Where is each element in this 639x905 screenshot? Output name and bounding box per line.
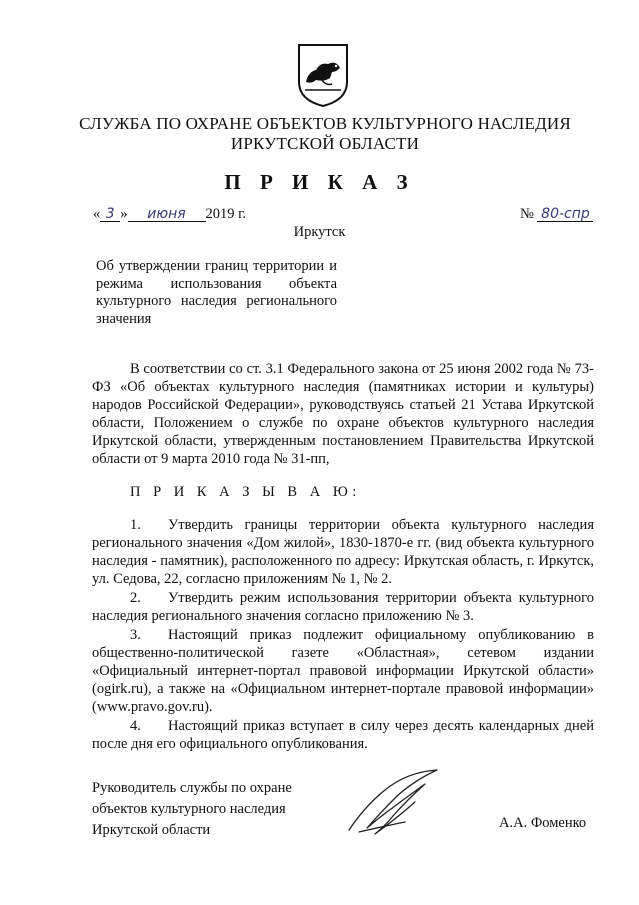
order-item <box>92 626 594 716</box>
organization-name <box>60 114 590 154</box>
order-items-list <box>92 516 594 754</box>
document-number <box>520 206 593 223</box>
order-item <box>92 516 594 588</box>
date-month: июня <box>128 207 206 222</box>
order-heading: П Р И К А З Ы В А Ю: <box>130 484 361 500</box>
signer-name: А.А. Фоменко <box>499 815 587 831</box>
irkutsk-coat-of-arms-icon <box>296 42 350 108</box>
handwritten-signature <box>345 766 445 838</box>
signatory-title-line1: Руководитель службы по охране <box>92 780 292 796</box>
order-item-number: 2. <box>130 590 141 606</box>
signatory-title-line3: Иркутской области <box>92 822 211 838</box>
preamble-paragraph: В соответствии со ст. 3.1 Федерального закона от 25 июня 2002 года № 73-ФЗ «Об объектах культурного наследия (памятниках истории и культуры) народов Российской Федерации», руководствуясь статьей 21 Устава Иркутской области, Положением о службе по охране объектов культурного наследия Иркутской области, утвержденным постановлением Правительства Иркутской области от 9 марта 2010 года № 31-пп, <box>92 361 594 467</box>
order-item-text: Настоящий приказ подлежит официальному опубликованию в общественно-политической газете «Областная», сетевом издании «Официальный интернет-портал правовой информации Иркутской области» (ogirk.ru), а также на «Официальном интернет-портале правовой информации» (www.pravo.gov.ru). <box>92 627 594 715</box>
order-item-number: 4. <box>130 718 141 734</box>
date-quote-close: » <box>120 206 128 222</box>
order-item-number: 1. <box>130 517 141 533</box>
org-name-line1: СЛУЖБА ПО ОХРАНЕ ОБЪЕКТОВ КУЛЬТУРНОГО НАСЛЕДИЯ <box>79 114 571 133</box>
org-name-line2: ИРКУТСКОЙ ОБЛАСТИ <box>230 134 420 153</box>
signatory-title <box>92 778 292 841</box>
order-item-number: 3. <box>130 627 141 643</box>
order-item <box>92 717 594 753</box>
document-subject: Об утверждении границ территории и режима использования объекта культурного наследия регионального значения <box>96 258 337 327</box>
document-date <box>93 206 246 223</box>
order-item-text: Утвердить режим использования территории объекта культурного наследия регионального значения согласно приложению № 3. <box>92 590 594 624</box>
number-prefix: № <box>520 206 534 222</box>
order-item <box>92 589 594 625</box>
date-quote-open: « <box>93 206 101 222</box>
date-year: 2019 г. <box>205 206 247 222</box>
document-type-title: П Р И К А З <box>224 170 415 194</box>
signatory-title-line2: объектов культурного наследия <box>92 801 286 817</box>
order-item-text: Настоящий приказ вступает в силу через десять календарных дней после дня его официального опубликования. <box>92 718 594 752</box>
document-city: Иркутск <box>293 224 346 240</box>
order-item-text: Утвердить границы территории объекта культурного наследия регионального значения «Дом жилой», 1830-1870-е гг. (вид объекта культурного наследия - памятник), расположенного по адресу: Иркутская область, г. Иркутск, ул. Седова, 22, согласно приложениям № 1, № 2. <box>92 517 594 587</box>
date-day: 3 <box>100 207 120 222</box>
number-value: 80-спр <box>537 207 593 222</box>
